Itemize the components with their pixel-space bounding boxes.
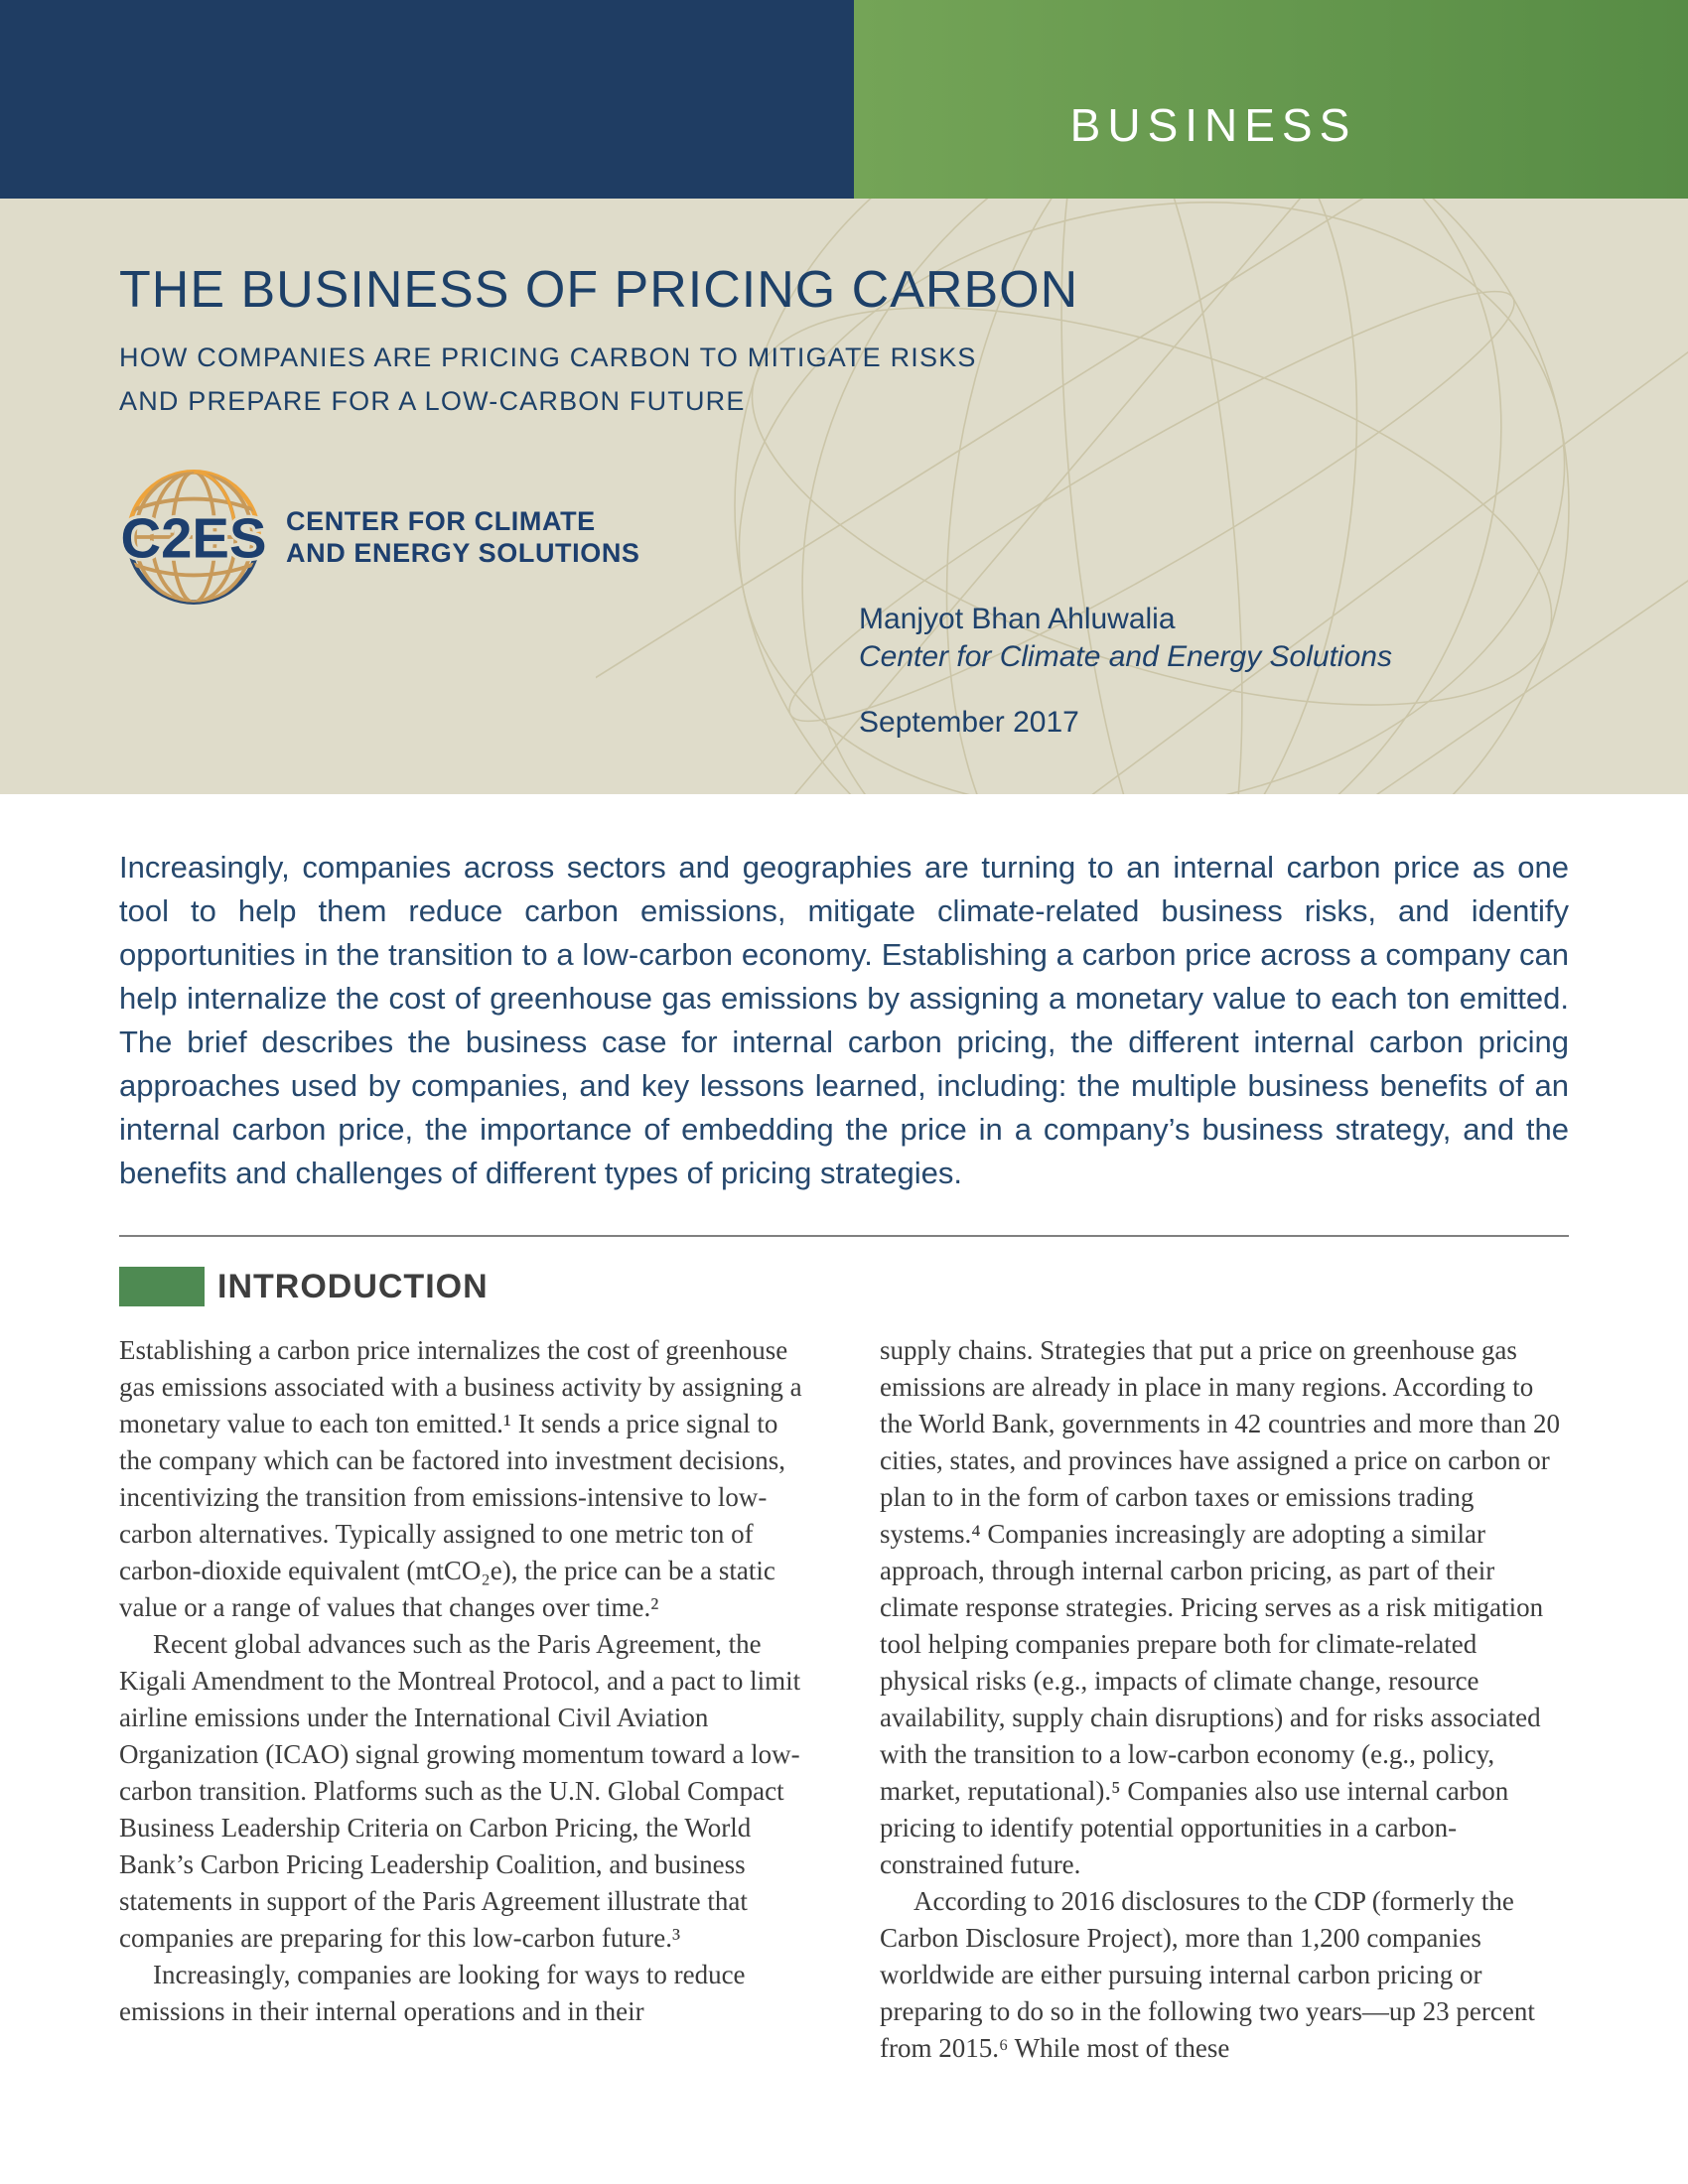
heading-green-swatch xyxy=(119,1267,205,1306)
page-subtitle-line1: HOW COMPANIES ARE PRICING CARBON TO MITIGATE RISKS xyxy=(119,342,977,372)
content-area xyxy=(0,846,1688,2067)
c2es-acronym: C2ES xyxy=(120,506,267,570)
section-divider xyxy=(119,1235,1569,1237)
page-subtitle xyxy=(119,336,1569,423)
author-block xyxy=(859,601,1392,740)
banner-navy-panel xyxy=(0,0,854,199)
series-tag: BUSINESS xyxy=(1069,99,1357,151)
banner-green-panel xyxy=(854,0,1688,199)
body-paragraph: Increasingly, companies are looking for ways to reduce emissions in their internal operations and in their xyxy=(119,1960,746,2026)
abstract-paragraph: Increasingly, companies across sectors and geographies are turning to an internal carbon price as one tool to help them reduce carbon emissions, mitigate climate-related business risks, and identify opportunities in the transition to a low-carbon economy. Establishing a carbon price across a company can help internalize the cost of greenhouse gas emissions by assigning a monetary value to each ton emitted. The brief describes the business case for internal carbon pricing, the different internal carbon pricing approaches used by companies, and key lessons learned, including: the multiple business benefits of an internal carbon price, the importance of embedding the price in a company’s business strategy, and the benefits and challenges of different types of pricing strategies. xyxy=(119,850,1569,1190)
top-banner xyxy=(0,0,1688,199)
c2es-wordmark xyxy=(286,505,640,569)
body-paragraph: supply chains. Strategies that put a price on greenhouse gas emissions are already in place in many regions. According to the World Bank, governments in 42 countries and more than 20 cities, states, and provinces have assigned a price on carbon or plan to in the form of carbon taxes or emissions trading systems.⁴ Companies increasingly are adopting a similar approach, through internal carbon pricing, as part of their climate response strategies. Pricing serves as a risk mitigation tool helping companies prepare both for climate-related physical risks (e.g., impacts of climate change, resource availability, supply chain disruptions) and for risks associated with the transition to a low-carbon economy (e.g., policy, market, reputational).⁵ Companies also use internal carbon pricing to identify potential opportunities in a carbon-constrained future. xyxy=(880,1335,1560,1879)
author-name: Manjyot Bhan Ahluwalia xyxy=(859,603,1176,635)
c2es-wordmark-line2: AND ENERGY SOLUTIONS xyxy=(286,538,640,568)
body-paragraph: Recent global advances such as the Paris Agreement, the Kigali Amendment to the Montreal Protocol, and a pact to limit airline emissions under the International Civil Aviation Organization (ICAO) signal growing momentum toward a low-carbon transition. Platforms such as the U.N. Global Compact Business Leadership Criteria on Carbon Pricing, the World Bank’s Carbon Pricing Leadership Coalition, and business statements in support of the Paris Agreement illustrate that companies are preparing for this low-carbon future.³ xyxy=(119,1629,801,1953)
introduction-columns xyxy=(119,1332,1569,2067)
body-paragraph: Establishing a carbon price internalizes the cost of greenhouse gas emissions associated with a business activity by assigning a monetary value to each ton emitted.¹ It sends a price signal to the company which can be factored into investment decisions, incentivizing the transition from emissions-intensive to low-carbon alternatives. Typically assigned to one metric ton of carbon-dioxide equivalent (mtCO₂e), the price can be a static value or a range of values that changes over time.² xyxy=(119,1335,802,1622)
page-subtitle-line2: AND PREPARE FOR A LOW-CARBON FUTURE xyxy=(119,386,746,416)
body-paragraph: According to 2016 disclosures to the CDP (formerly the Carbon Disclosure Project), more than 1,200 companies worldwide are either pursuing internal carbon pricing or preparing to do so in the following two years—up 23 percent from 2015.⁶ While most of these xyxy=(880,1886,1535,2063)
introduction-heading: INTRODUCTION xyxy=(217,1267,489,1305)
c2es-wordmark-line1: CENTER FOR CLIMATE xyxy=(286,506,596,536)
c2es-globe-icon xyxy=(119,463,268,612)
hero-content xyxy=(119,260,1569,612)
introduction-heading-row xyxy=(119,1267,1569,1306)
intro-right-column xyxy=(880,1332,1569,2067)
author-affiliation: Center for Climate and Energy Solutions xyxy=(859,640,1392,673)
page-title: THE BUSINESS OF PRICING CARBON xyxy=(119,261,1079,319)
intro-left-column xyxy=(119,1332,808,2067)
hero-section xyxy=(0,199,1688,794)
publish-date: September 2017 xyxy=(859,706,1079,739)
c2es-logo xyxy=(119,463,735,612)
